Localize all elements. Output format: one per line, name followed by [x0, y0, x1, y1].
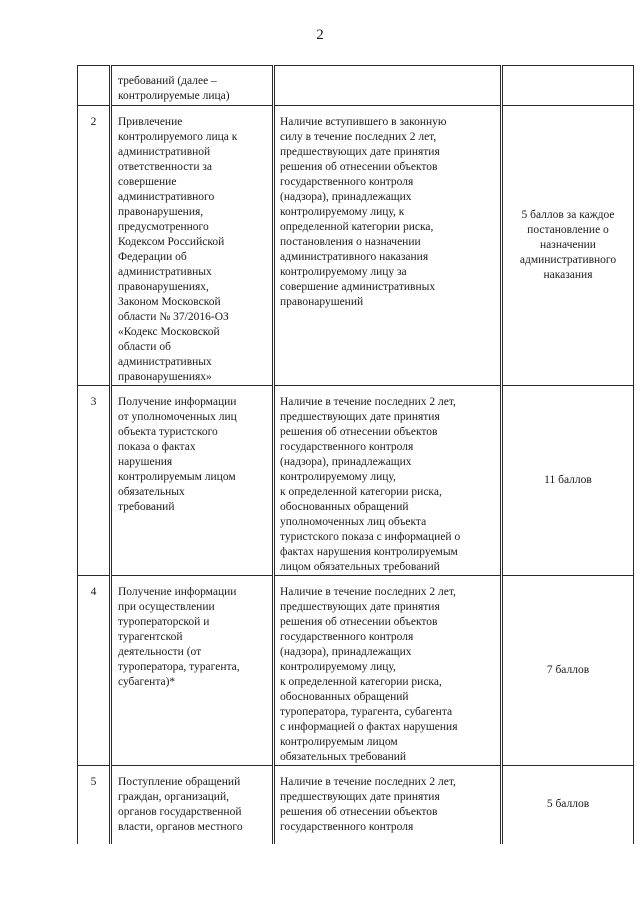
indicator-text: Получение информации от уполномоченных лиц объекта туристского показа о фактах нарушения контролируемым лицом обязательных требований: [118, 396, 237, 513]
row-number-cell: [78, 66, 111, 106]
score-cell: [502, 106, 634, 386]
row-number-cell: [78, 766, 111, 844]
indicator-text: требований (далее – контролируемые лица): [118, 75, 230, 102]
score-text: 5 баллов за каждое постановление о назначении административного наказания: [519, 209, 617, 281]
score-cell: [502, 66, 634, 106]
indicator-cell: [111, 576, 274, 766]
score-cell: [502, 386, 634, 576]
table-row: [78, 766, 634, 844]
indicator-text: Привлечение контролируемого лица к административной ответственности за совершение административного правонарушения, предусмотренного Кодексом Российской Федерации об административных правонарушениях, Законом Московской области № 37/2016-ОЗ «Кодекс Московской области об административных правонарушениях»: [118, 116, 238, 383]
row-number-cell: [78, 386, 111, 576]
row-number-cell: [78, 106, 111, 386]
table-row: [78, 386, 634, 576]
row-number: 4: [90, 586, 97, 598]
indicator-cell: [111, 386, 274, 576]
description-text: [280, 66, 495, 74]
description-text: Наличие в течение последних 2 лет, предшествующих дате принятия решения об отнесении объектов государственного контроля (надзора), принадлежащих контролируемому лицу, к определенной категории риска, обоснованных обращений уполномоченных лиц объекта туристского показа с информацией о фактах нарушения контролируемым лицом обязательных требований: [280, 396, 461, 573]
table-row: [78, 106, 634, 386]
row-number-cell: [78, 576, 111, 766]
description-cell: [274, 766, 502, 844]
indicator-text: Получение информации при осуществлении туроператорской и турагентской деятельности (от туроператора, турагента, субагента)*: [118, 586, 240, 688]
indicator-text: Поступление обращений граждан, организаций, органов государственной власти, органов местного: [118, 776, 243, 833]
row-number: 2: [90, 116, 97, 128]
description-text: Наличие в течение последних 2 лет, предшествующих дате принятия решения об отнесении объектов государственного контроля: [280, 776, 456, 833]
table-row: [78, 66, 634, 106]
description-cell: [274, 576, 502, 766]
description-text: Наличие вступившего в законную силу в течение последних 2 лет, предшествующих дате принятия решения об отнесении объектов государственного контроля (надзора), принадлежащих контролируемому лицу, к определенной категории риска, постановления о назначении административного наказания контролируемому лицу за совершение административных правонарушений: [280, 116, 447, 308]
score-cell: [502, 576, 634, 766]
description-text: Наличие в течение последних 2 лет, предшествующих дате принятия решения об отнесении объектов государственного контроля (надзора), принадлежащих контролируемому лицу, к определенной категории риска, обоснованных обращений туроператора, турагента, субагента с информацией о фактах нарушения контролируемым лицом обязательных требований: [280, 586, 458, 763]
page-number: 2: [316, 27, 324, 43]
score-text: 7 баллов: [546, 664, 590, 676]
risk-criteria-table: [77, 65, 634, 844]
row-number: 5: [90, 776, 97, 788]
score-text: 11 баллов: [544, 474, 592, 486]
description-cell: [274, 106, 502, 386]
row-number: 3: [90, 396, 97, 408]
indicator-cell: [111, 66, 274, 106]
score-text: 5 баллов: [546, 798, 590, 811]
indicator-cell: [111, 766, 274, 844]
score-cell: [502, 766, 634, 844]
description-cell: [274, 386, 502, 576]
table-row: [78, 576, 634, 766]
indicator-cell: [111, 106, 274, 386]
row-number: [78, 66, 109, 75]
description-cell: [274, 66, 502, 106]
